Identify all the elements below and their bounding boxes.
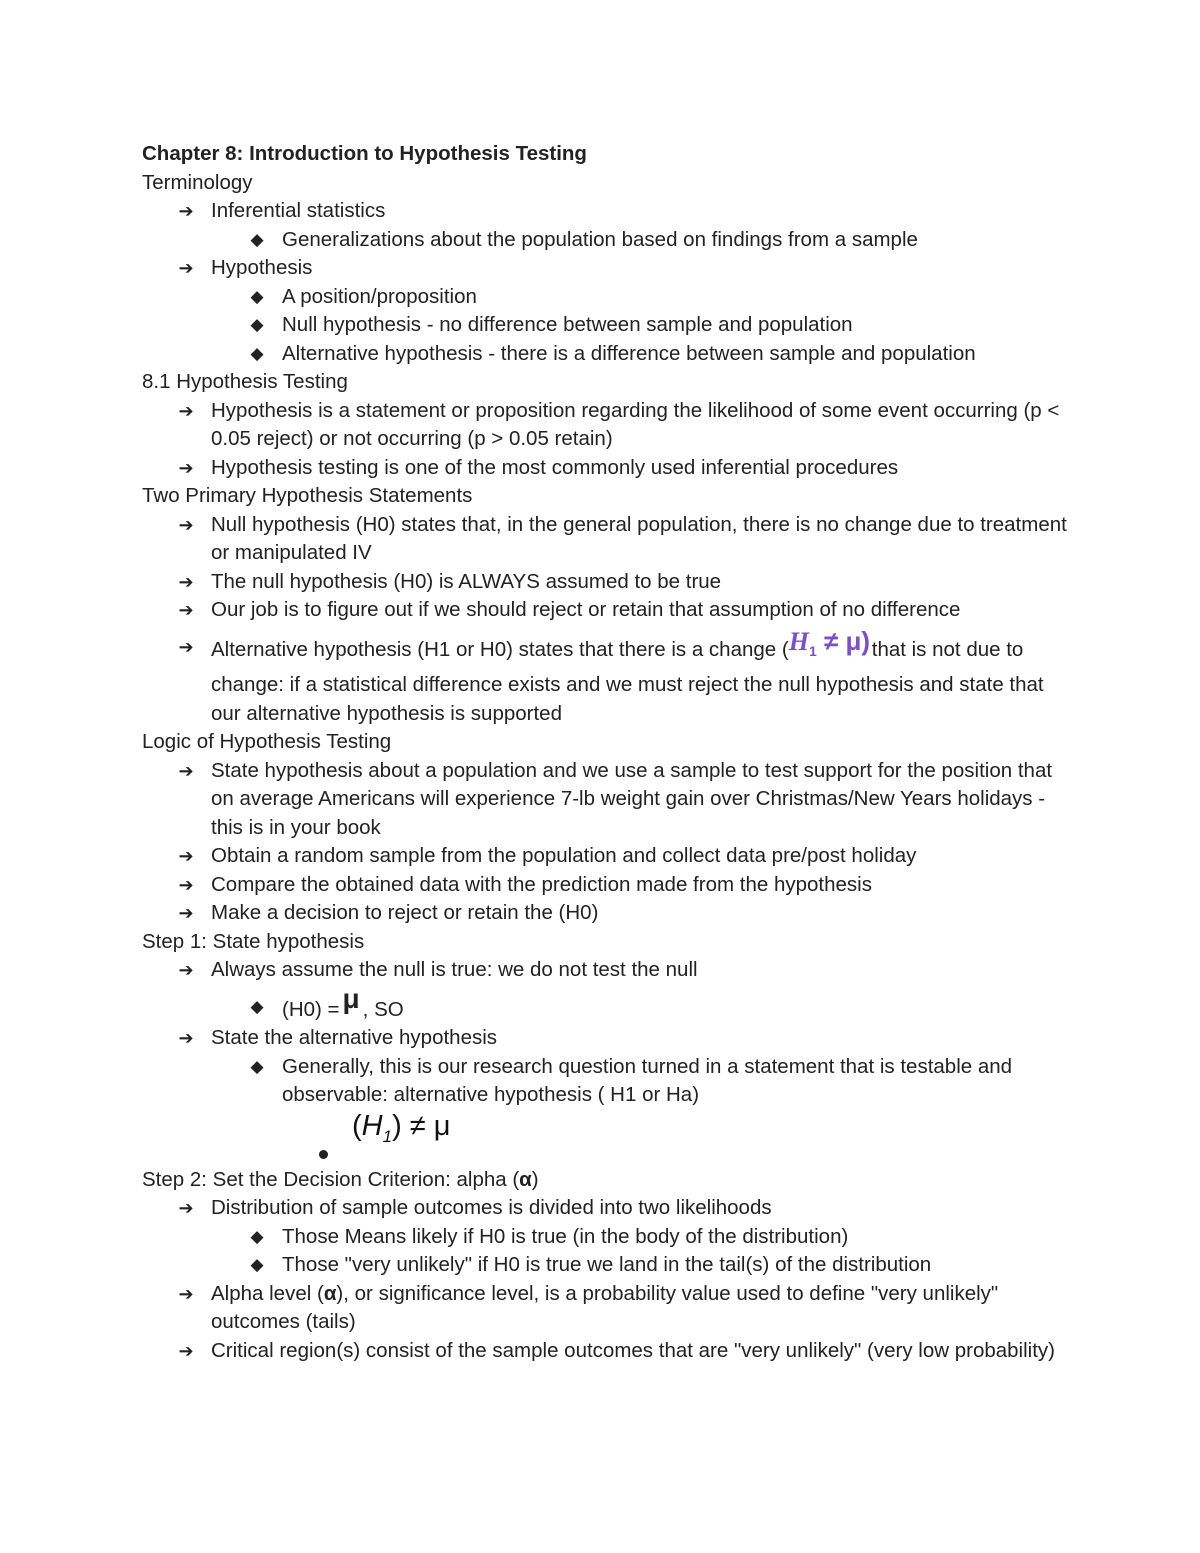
arrow-bullet-icon: ➔ bbox=[178, 1283, 194, 1304]
arrow-bullet-icon: ➔ bbox=[178, 1340, 194, 1361]
arrow-bullet-icon: ➔ bbox=[178, 457, 194, 478]
list-item: ➔ Distribution of sample outcomes is divided into two likelihoods bbox=[142, 1194, 1072, 1223]
heading-hypothesis-testing: 8.1 Hypothesis Testing bbox=[142, 370, 348, 393]
list-item: ◆ Those Means likely if H0 is true (in the body of the distribution) bbox=[142, 1223, 1072, 1252]
list-item: ➔ Alternative hypothesis (H1 or H0) states that there is a change $(H_1 \ne \mu)$ that is not due to change: if a statistical difference exists and we must reject the null hypothesis and state that our alternative hypothesis is supported bbox=[142, 633, 1072, 729]
list-item: ➔ Null hypothesis (H0) states that, in the general population, there is no change due to treatment or manipulated IV bbox=[142, 511, 1072, 568]
arrow-bullet-icon: ➔ bbox=[178, 760, 194, 781]
arrow-bullet-icon: ➔ bbox=[178, 636, 194, 657]
diamond-bullet-icon: ◆ bbox=[250, 229, 264, 249]
arrow-bullet-icon: ➔ bbox=[178, 960, 194, 981]
dot-bullet-icon bbox=[319, 1150, 328, 1159]
list-item: ◆ Generally, this is our research question turned in a statement that is testable and observable: alternative hypothesis ( H1 or Ha) bbox=[142, 1053, 1072, 1110]
list-item: ➔ Compare the obtained data with the prediction made from the hypothesis bbox=[142, 871, 1072, 900]
diamond-bullet-icon: ◆ bbox=[250, 996, 264, 1016]
h1-not-equal-mu-equation: $H_1 \ne \mu$) bbox=[788, 625, 871, 659]
arrow-bullet-icon: ➔ bbox=[178, 571, 194, 592]
list-item: ➔ Obtain a random sample from the population and collect data pre/post holiday bbox=[142, 842, 1072, 871]
list-item: ◆ Alternative hypothesis - there is a difference between sample and population bbox=[142, 340, 1072, 369]
alt-hypothesis-formula: $(H_1) \ne \mu$ bbox=[352, 1109, 451, 1146]
list-item: ➔ Inferential statistics bbox=[142, 197, 1072, 226]
list-item: ➔ State hypothesis about a population and we use a sample to test support for the position that on average Americans will experience 7-lb weight gain over Christmas/New Years holidays - this is in your book bbox=[142, 757, 1072, 843]
list-item: ➔ Always assume the null is true: we do not test the null bbox=[142, 956, 1072, 985]
heading-terminology: Terminology bbox=[142, 170, 253, 194]
list-item: ➔ State the alternative hypothesis bbox=[142, 1024, 1072, 1053]
arrow-bullet-icon: ➔ bbox=[178, 400, 194, 421]
diamond-bullet-icon: ◆ bbox=[250, 315, 264, 334]
diamond-bullet-icon: ◆ bbox=[250, 1255, 264, 1275]
diamond-bullet-icon: ◆ bbox=[250, 343, 264, 363]
page-title: Chapter 8: Introduction to Hypothesis Testing bbox=[142, 142, 587, 165]
list-item: ➔ Hypothesis testing is one of the most commonly used inferential procedures bbox=[142, 454, 1072, 483]
arrow-bullet-icon: ➔ bbox=[178, 258, 194, 278]
list-item: ◆ Those "very unlikely" if H0 is true we land in the tail(s) of the distribution bbox=[142, 1251, 1072, 1280]
list-item: ◆ (H0) = μ , SO bbox=[142, 993, 1072, 1025]
alpha-symbol: α bbox=[323, 1281, 337, 1305]
diamond-bullet-icon: ◆ bbox=[250, 1226, 264, 1246]
arrow-bullet-icon: ➔ bbox=[178, 846, 194, 867]
formula-row bbox=[142, 1110, 1072, 1166]
list-item: ➔ The null hypothesis (H0) is ALWAYS assumed to be true bbox=[142, 568, 1072, 597]
list-item: ➔ Hypothesis bbox=[142, 254, 1072, 283]
arrow-bullet-icon: ➔ bbox=[178, 201, 194, 221]
arrow-bullet-icon: ➔ bbox=[178, 1028, 194, 1049]
diamond-bullet-icon: ◆ bbox=[250, 1056, 264, 1076]
heading-step-1: Step 1: State hypothesis bbox=[142, 929, 365, 953]
heading-two-primary: Two Primary Hypothesis Statements bbox=[142, 484, 473, 507]
list-item: ◆ Generalizations about the population based on findings from a sample bbox=[142, 226, 1072, 255]
heading-step-2: Step 2: Set the Decision Criterion: alpha (α) bbox=[142, 1167, 539, 1191]
document-body bbox=[142, 140, 1072, 1365]
list-item: ➔ Alpha level (α), or significance level, is a probability value used to define "very unlikely" outcomes (tails) bbox=[142, 1280, 1072, 1337]
arrow-bullet-icon: ➔ bbox=[178, 874, 194, 895]
arrow-bullet-icon: ➔ bbox=[178, 600, 194, 620]
list-item: ◆ A position/proposition bbox=[142, 283, 1072, 312]
list-item: ➔ Hypothesis is a statement or proposition regarding the likelihood of some event occurring (p < 0.05 reject) or not occurring (p > 0.05 retain) bbox=[142, 397, 1072, 454]
list-item: ➔ Make a decision to reject or retain the (H0) bbox=[142, 899, 1072, 928]
heading-logic: Logic of Hypothesis Testing bbox=[142, 730, 392, 754]
list-item: ◆ Null hypothesis - no difference between sample and population bbox=[142, 311, 1072, 340]
list-item: ➔ Our job is to figure out if we should reject or retain that assumption of no difference bbox=[142, 596, 1072, 625]
arrow-bullet-icon: ➔ bbox=[178, 1198, 194, 1219]
arrow-bullet-icon: ➔ bbox=[178, 903, 194, 924]
alpha-symbol: α bbox=[519, 1167, 532, 1191]
mu-symbol: μ bbox=[342, 982, 360, 1014]
diamond-bullet-icon: ◆ bbox=[250, 286, 264, 306]
arrow-bullet-icon: ➔ bbox=[178, 514, 194, 535]
list-item: ➔ Critical region(s) consist of the sample outcomes that are "very unlikely" (very low probability) bbox=[142, 1337, 1072, 1366]
